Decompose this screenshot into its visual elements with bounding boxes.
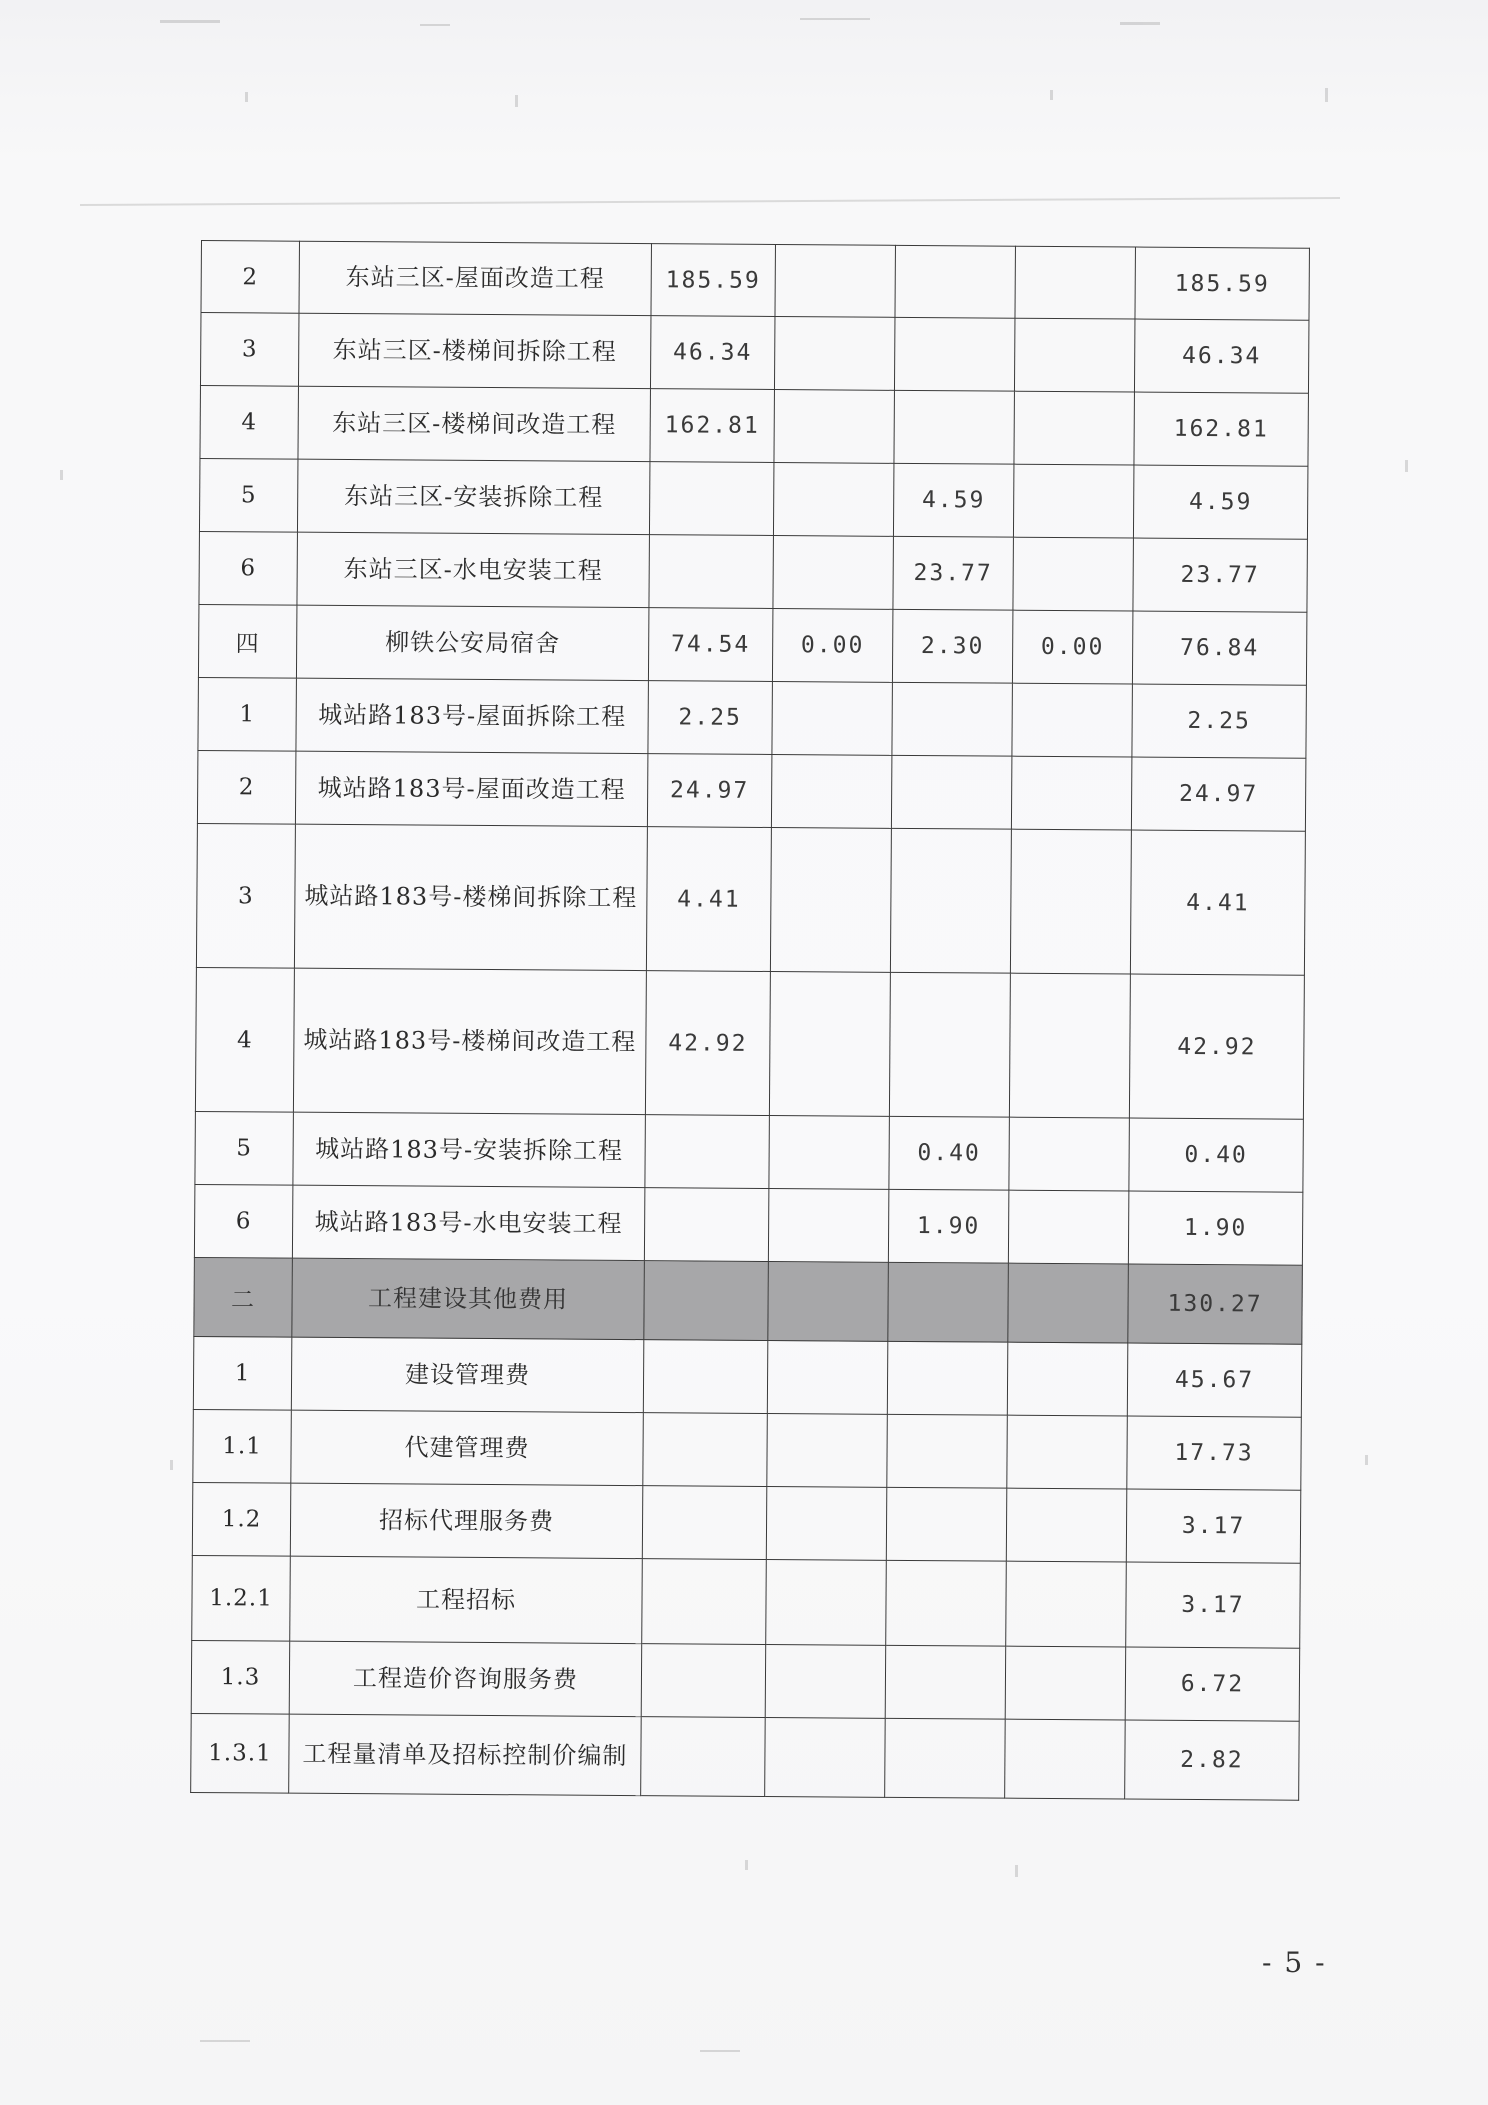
amount-cell-2 [774, 390, 895, 464]
amount-cell-1 [642, 1559, 767, 1645]
amount-cell-4 [1005, 1719, 1126, 1799]
amount-cell-1 [641, 1717, 766, 1797]
amount-cell-1 [645, 1115, 770, 1189]
table-row [191, 1713, 1300, 1800]
amount-cell-1: 162.81 [650, 389, 775, 463]
table-row [198, 677, 1306, 758]
amount-cell-4 [1006, 1561, 1127, 1647]
amount-cell-3 [892, 682, 1013, 756]
row-index-cell: 3 [200, 313, 299, 387]
row-name-cell: 工程建设其他费用 [292, 1258, 645, 1339]
amount-cell-3 [890, 828, 1011, 973]
amount-cell-4: 0.00 [1012, 610, 1133, 684]
row-index-cell: 2 [201, 241, 300, 314]
amount-cell-3 [894, 317, 1015, 391]
row-index-cell: 四 [198, 604, 297, 678]
total-cell: 0.40 [1129, 1118, 1304, 1192]
row-name-cell: 招标代理服务费 [290, 1483, 643, 1558]
row-index-cell: 3 [196, 823, 295, 968]
amount-cell-3: 4.59 [893, 463, 1014, 537]
amount-cell-3 [894, 390, 1015, 464]
amount-cell-4 [1012, 683, 1133, 757]
total-cell: 4.59 [1133, 465, 1308, 539]
table-row [198, 604, 1306, 685]
row-name-cell: 东站三区-屋面改造工程 [299, 241, 651, 315]
row-index-cell: 1.2.1 [192, 1555, 291, 1641]
row-name-cell: 城站路183号-屋面改造工程 [295, 751, 648, 826]
amount-cell-2 [770, 827, 891, 972]
amount-cell-1 [642, 1486, 767, 1560]
amount-cell-4 [1006, 1488, 1127, 1562]
amount-cell-4 [1014, 318, 1135, 392]
total-cell: 17.73 [1127, 1416, 1302, 1490]
row-name-cell: 建设管理费 [291, 1337, 644, 1412]
total-cell: 4.41 [1130, 830, 1305, 975]
row-index-cell: 6 [194, 1184, 293, 1258]
table-row [192, 1555, 1301, 1648]
amount-cell-2 [765, 1644, 886, 1718]
total-cell: 162.81 [1134, 392, 1309, 466]
amount-cell-1 [641, 1644, 766, 1718]
amount-cell-3 [887, 1341, 1008, 1415]
amount-cell-4 [1013, 537, 1134, 611]
table-row [194, 1257, 1303, 1344]
amount-cell-4 [1008, 1263, 1129, 1343]
row-index-cell: 2 [197, 750, 296, 824]
amount-cell-4 [1015, 246, 1135, 319]
amount-cell-2 [773, 463, 894, 537]
table-row [197, 750, 1305, 831]
row-name-cell: 城站路183号-安装拆除工程 [293, 1112, 646, 1187]
total-cell: 45.67 [1127, 1343, 1302, 1417]
amount-cell-4 [1011, 756, 1132, 830]
total-cell: 6.72 [1125, 1647, 1300, 1721]
row-name-cell: 城站路183号-楼梯间改造工程 [293, 968, 646, 1114]
total-cell: 2.25 [1132, 684, 1307, 758]
amount-cell-2 [766, 1486, 887, 1560]
row-index-cell: 5 [195, 1111, 294, 1185]
amount-cell-2 [767, 1340, 888, 1414]
amount-cell-1 [643, 1413, 768, 1487]
row-index-cell: 5 [199, 458, 298, 532]
total-cell: 3.17 [1126, 1562, 1301, 1648]
table-row [199, 531, 1307, 612]
row-index-cell: 1 [198, 677, 297, 751]
total-cell: 185.59 [1135, 247, 1309, 320]
row-name-cell: 城站路183号-屋面拆除工程 [296, 678, 649, 753]
amount-cell-1: 74.54 [648, 608, 773, 682]
row-name-cell: 东站三区-水电安装工程 [297, 532, 650, 607]
table-row [195, 967, 1304, 1119]
row-name-cell: 城站路183号-楼梯间拆除工程 [294, 824, 647, 970]
amount-cell-2 [768, 1261, 889, 1341]
amount-cell-3 [886, 1487, 1007, 1561]
amount-cell-3: 1.90 [888, 1189, 1009, 1263]
page-number: - 5 - [1262, 1946, 1327, 1979]
amount-cell-2 [766, 1559, 887, 1645]
amount-cell-4 [1007, 1342, 1128, 1416]
amount-cell-2 [765, 1717, 886, 1797]
row-name-cell: 工程造价咨询服务费 [289, 1641, 642, 1716]
amount-cell-4 [1005, 1646, 1126, 1720]
amount-cell-3 [891, 755, 1012, 829]
row-index-cell: 4 [195, 967, 294, 1112]
table-row [193, 1409, 1301, 1490]
amount-cell-3: 0.40 [889, 1116, 1010, 1190]
row-name-cell: 东站三区-楼梯间拆除工程 [298, 313, 651, 388]
amount-cell-2 [769, 1115, 890, 1189]
amount-cell-1: 24.97 [647, 754, 772, 828]
amount-cell-3 [888, 1262, 1009, 1342]
total-cell: 42.92 [1129, 974, 1304, 1119]
amount-cell-2 [774, 317, 895, 391]
amount-cell-1: 42.92 [645, 971, 770, 1116]
amount-cell-2 [768, 1188, 889, 1262]
amount-cell-2 [772, 682, 893, 756]
total-cell: 76.84 [1132, 611, 1307, 685]
total-cell: 130.27 [1128, 1264, 1303, 1344]
amount-cell-4 [1009, 1117, 1130, 1191]
total-cell: 3.17 [1126, 1489, 1301, 1563]
amount-cell-1 [644, 1261, 769, 1341]
amount-cell-3 [889, 972, 1010, 1117]
row-name-cell: 柳铁公安局宿舍 [296, 605, 649, 680]
amount-cell-4 [1010, 829, 1131, 974]
amount-cell-2 [773, 536, 894, 610]
row-index-cell: 1 [193, 1336, 292, 1410]
row-index-cell: 1.3.1 [191, 1713, 290, 1793]
amount-cell-1: 185.59 [651, 244, 775, 317]
amount-cell-4 [1008, 1190, 1129, 1264]
total-cell: 24.97 [1131, 757, 1306, 831]
row-name-cell: 城站路183号-水电安装工程 [292, 1185, 645, 1260]
table-row [196, 823, 1305, 975]
row-index-cell: 4 [200, 385, 299, 459]
row-index-cell: 6 [199, 531, 298, 605]
table-row [200, 313, 1308, 394]
table-row [193, 1336, 1301, 1417]
table-row [200, 385, 1308, 466]
row-index-cell: 1.1 [193, 1409, 292, 1483]
amount-cell-1: 4.41 [646, 827, 771, 972]
amount-cell-3 [885, 1718, 1006, 1798]
amount-cell-4 [1014, 391, 1135, 465]
amount-cell-3 [895, 245, 1015, 318]
amount-cell-2: 0.00 [772, 609, 893, 683]
amount-cell-2 [775, 245, 895, 318]
amount-cell-3: 23.77 [893, 536, 1014, 610]
amount-cell-4 [1009, 973, 1130, 1118]
table-row [192, 1482, 1300, 1563]
row-index-cell: 1.3 [191, 1640, 290, 1714]
total-cell: 1.90 [1128, 1191, 1303, 1265]
total-cell: 2.82 [1125, 1720, 1300, 1800]
table-row [191, 1640, 1299, 1721]
row-index-cell: 1.2 [192, 1482, 291, 1556]
table-row [199, 458, 1307, 539]
row-index-cell: 二 [194, 1257, 293, 1337]
row-name-cell: 工程招标 [290, 1556, 643, 1643]
row-name-cell: 代建管理费 [291, 1410, 644, 1485]
amount-cell-1 [644, 1188, 769, 1262]
row-name-cell: 东站三区-安装拆除工程 [297, 459, 650, 534]
total-cell: 46.34 [1134, 319, 1309, 393]
row-name-cell: 东站三区-楼梯间改造工程 [298, 386, 651, 461]
amount-cell-3 [886, 1560, 1007, 1646]
amount-cell-2 [769, 971, 890, 1116]
table-row [201, 241, 1309, 321]
amount-cell-1 [649, 535, 774, 609]
amount-cell-3: 2.30 [892, 609, 1013, 683]
amount-cell-1 [649, 462, 774, 536]
amount-cell-3 [887, 1414, 1008, 1488]
amount-cell-3 [885, 1645, 1006, 1719]
amount-cell-4 [1013, 464, 1134, 538]
table-row [195, 1111, 1303, 1192]
amount-cell-2 [771, 754, 892, 828]
budget-table [190, 240, 1310, 1801]
table-row [194, 1184, 1302, 1265]
amount-cell-1: 2.25 [648, 681, 773, 755]
amount-cell-1 [643, 1340, 768, 1414]
total-cell: 23.77 [1133, 538, 1308, 612]
amount-cell-1: 46.34 [650, 316, 775, 390]
amount-cell-2 [767, 1413, 888, 1487]
row-name-cell: 工程量清单及招标控制价编制 [289, 1714, 642, 1795]
amount-cell-4 [1007, 1415, 1128, 1489]
